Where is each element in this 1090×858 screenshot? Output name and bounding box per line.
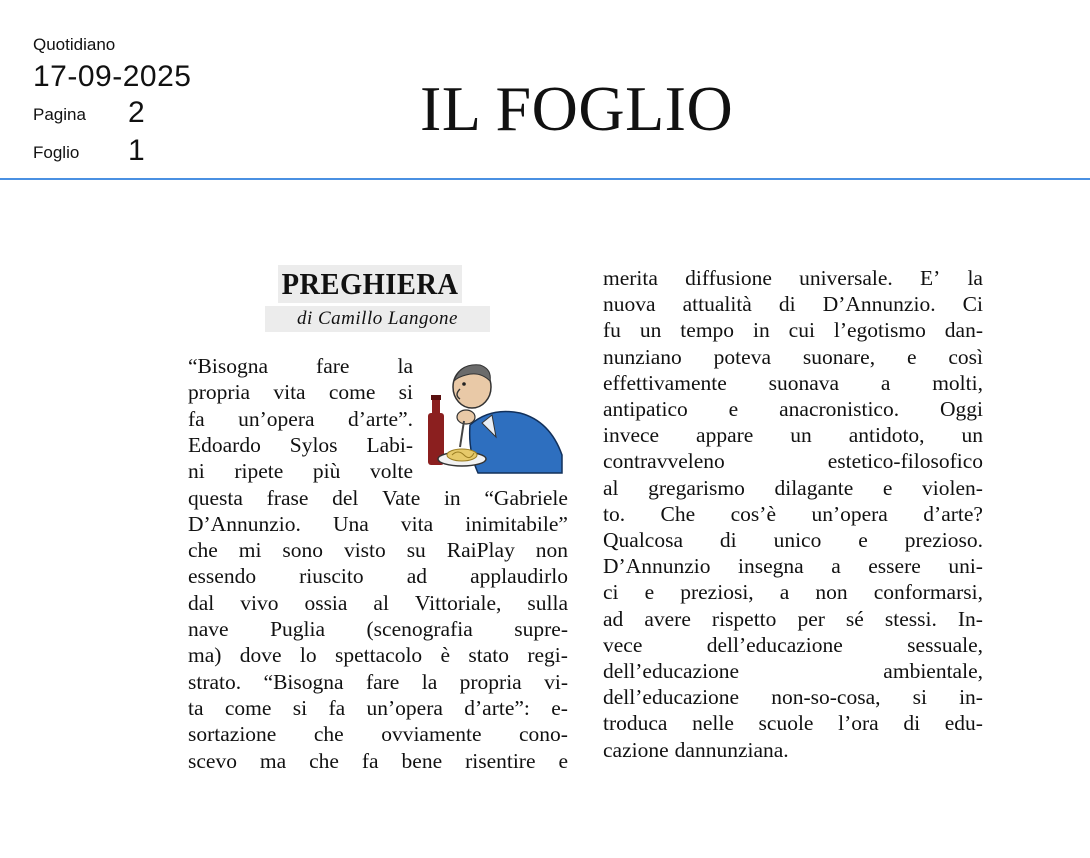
article-line: antipatico e anacronistico. Oggi [603,397,983,421]
article-line: Edoardo Sylos Labi- [188,432,413,457]
article-line: troduca nelle scuole l’ora di edu- [603,711,983,736]
article-line: essendo riuscito ad applaudirlo [188,564,568,589]
article-line: dell’educazione non-so-cosa, si in- [603,685,983,710]
article-line: sortazione che ovviamente cono- [188,722,568,747]
article-line: ad avere rispetto per sé stessi. In- [603,606,983,631]
article-line: D’Annunzio. Una vita inimitabile” [188,511,568,536]
article-line: fa un’opera d’arte”. [188,406,413,431]
man-with-wine-and-spaghetti-icon [420,355,568,475]
article-line: strato. “Bisogna fare la propria vi- [188,669,568,694]
article-line: fu un tempo in cui l’egotismo dan- [603,318,983,343]
article-line: to. Che cos’è un’opera d’arte? [603,501,983,526]
article-line: ta come si fa un’opera d’arte”: e- [188,695,568,720]
article-line: contravveleno estetico-filosofico [603,449,983,474]
page-number: 2 [128,96,145,129]
article-headline: PREGHIERA [278,265,462,303]
article-line: invece appare un antidoto, un [603,423,983,448]
article-line: Qualcosa di unico e prezioso. [603,528,983,552]
article-line: merita diffusione universale. E’ la [603,266,983,290]
article-line: cazione dannunziana. [603,737,789,762]
article-line: “Bisogna fare la [188,354,413,378]
article-line: propria vita come si [188,380,413,405]
article-line: nunziano poteva suonare, e così [603,344,983,369]
article-line: dell’educazione ambientale, [603,659,983,683]
newspaper-masthead: IL FOGLIO [420,73,734,144]
article-line: dal vivo ossia al Vittoriale, sulla [188,590,568,615]
article-line: al gregarismo dilagante e violen- [603,475,983,500]
publication-date: 17-09-2025 [33,60,192,93]
article-line: ni ripete più volte [188,459,413,484]
sheet-number: 1 [128,134,145,167]
article-line: nave Puglia (scenografia supre- [188,617,568,641]
article-line: ma) dove lo spettacolo è stato regi- [188,643,568,668]
article-line: questa frase del Vate in “Gabriele [188,485,568,510]
article-line: D’Annunzio insegna a essere uni- [603,554,983,579]
article-line: effettivamente suonava a molti, [603,370,983,395]
publication-type: Quotidiano [33,35,116,54]
article-line: ci e preziosi, a non conformarsi, [603,580,983,605]
article-line: scevo ma che fa bene risentire e [188,748,568,773]
article-line: nuova attualità di D’Annunzio. Ci [603,292,983,317]
sheet-label: Foglio [33,143,80,162]
article-line: vece dell’educazione sessuale, [603,632,983,657]
page-label: Pagina [33,105,86,124]
article-line: che mi sono visto su RaiPlay non [188,538,568,563]
header-divider [0,178,1090,180]
article-byline: di Camillo Langone [265,306,490,332]
